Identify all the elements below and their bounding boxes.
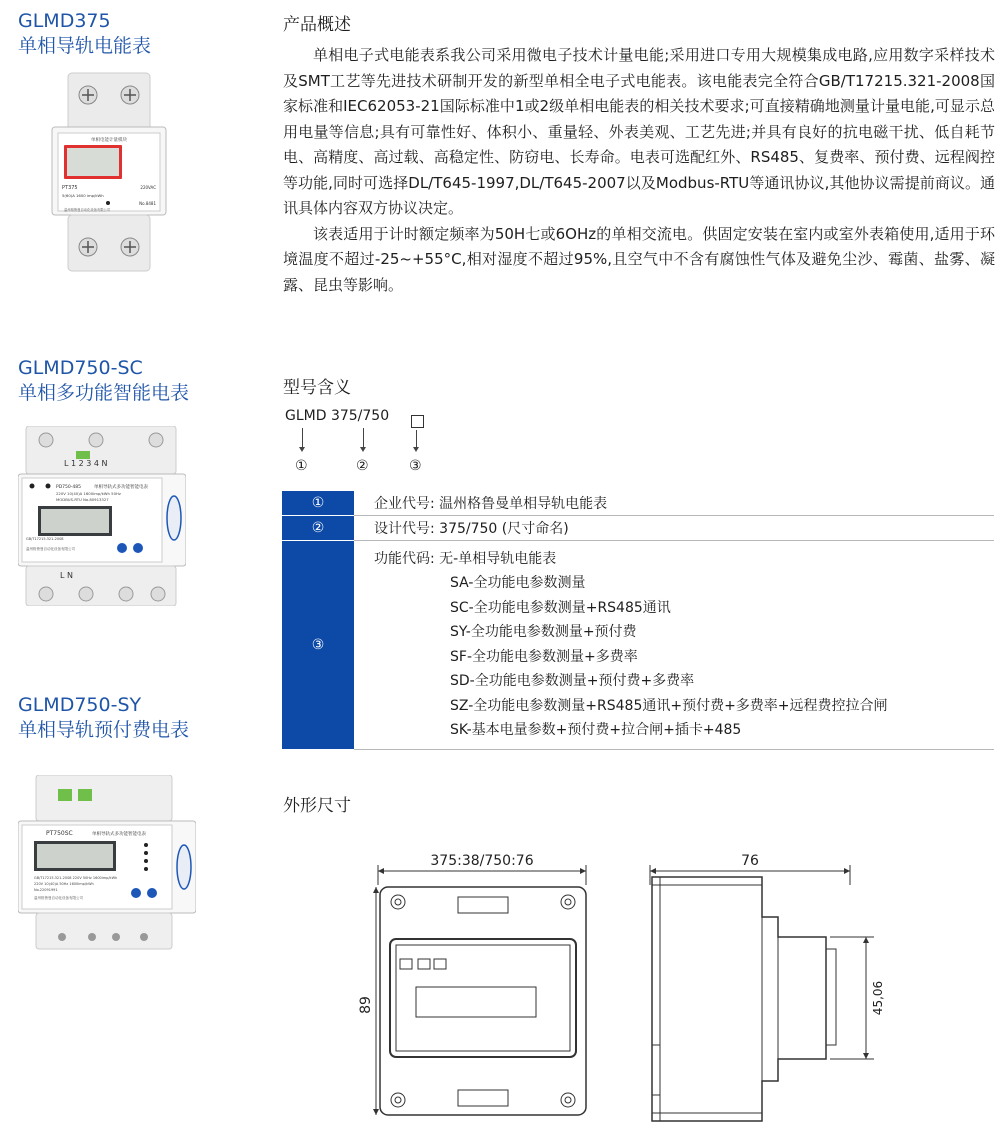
overview-title: 产品概述: [283, 15, 351, 35]
product-2-title: [18, 356, 189, 406]
product-1-maker: 温州格鲁曼自动化设备有限公司: [64, 208, 111, 212]
product-3-spec2: 220V 10(40)A 50Hz 1600imp/kWh: [34, 882, 94, 886]
fn-item: SZ-全功能电参数测量+RS485通讯+预付费+多费率+远程费控拉合闸: [450, 697, 888, 714]
product-2-std: GB/T17215.321-2008: [26, 537, 64, 541]
arrowhead-1: [299, 447, 305, 452]
side-height-label: 45,06: [871, 980, 885, 1016]
product-3-spec: GB/T17215.321-2008 220V 50Hz 1600imp/kWh: [34, 876, 118, 880]
dimensions-title: 外形尺寸: [283, 796, 351, 816]
fn-label: 功能代码: 无-单相导轨电能表: [374, 550, 557, 567]
front-width-label: 375:38/750:76: [430, 853, 534, 869]
marker-2: ②: [356, 458, 369, 474]
row-key-1: ①: [282, 491, 354, 515]
product-1-image: [50, 65, 168, 275]
product-1-no: No.8481: [139, 201, 156, 206]
product-2-terminals: L 1 2 3 4 N: [64, 459, 108, 468]
overview-paragraph-1: 单相电子式电能表系我公司采用微电子技术计量电能;采用进口专用大规模集成电路,应用数字采样技术及SMT工艺等先进技术研制开发的新型单相全电子式电能表。该电能表完全符合GB/T17215.321-2008国家标准和IEC62053-21国际标准中1或2级单相电能表的相关技术要求;可直接精确地测量计量电能,可显示总用电量等信息;具有可靠性好、体积小、重量轻、外表美观、工艺先进;并具有良好的抗电磁干扰、低自耗节电、高精度、高过载、高稳定性、防窃电、长寿命。电表可选配红外、RS485、复费率、预付费、远程阀控等功能,同时可选择DL/T645-1997,DL/T645-2007以及Modbus-RTU等通讯协议,其他协议需提前商议。通讯具体内容双方协议决定。: [283, 46, 995, 217]
front-view-drawing: [350, 845, 600, 1125]
fn-item: SF-全功能电参数测量+多费率: [450, 648, 638, 665]
side-width-label: 76: [741, 853, 759, 869]
product-2-proto: MODBUS-RTU No.80913327: [56, 497, 109, 502]
product-2-name: 单相多功能智能电表: [18, 382, 190, 404]
side-view-drawing: [630, 845, 890, 1125]
product-3-maker: 温州格鲁曼自动化设备有限公司: [34, 896, 83, 900]
row-value-1: 企业代号: 温州格鲁曼单相导轨电能表: [354, 491, 994, 515]
product-1-title: [18, 9, 151, 59]
row-key-3: ③: [282, 540, 354, 749]
product-3-title: [18, 693, 189, 743]
product-3-dev-title: 单相导轨式多功能智能电表: [92, 832, 146, 837]
product-1-spec: 220VAC: [140, 185, 156, 190]
model-meaning-table: [282, 491, 994, 750]
product-2-code: GLMD750-SC: [18, 357, 143, 379]
arrow-3: [416, 430, 417, 448]
model-code-box: [411, 415, 424, 428]
product-2-dev-title: 单相导轨式多功能智能电表: [94, 485, 148, 490]
row-key-2: ②: [282, 515, 354, 540]
product-3-image: [18, 775, 196, 953]
table-row: [282, 491, 994, 515]
model-code: GLMD 375/750: [285, 408, 390, 424]
product-2-spec: 220V 10(40)A 1600imp/kWh 50Hz: [56, 491, 121, 496]
product-2-image: [18, 426, 186, 606]
product-3-no: No.22091991: [34, 888, 58, 892]
fn-item: SY-全功能电参数测量+预付费: [450, 624, 637, 640]
fn-item: SK-基本电量参数+预付费+拉合闸+插卡+485: [450, 722, 742, 738]
product-1-model: PT375: [62, 185, 78, 191]
product-2-maker: 温州格鲁曼自动化设备有限公司: [26, 547, 75, 551]
product-1-spec2: 5(60)A 1600 imp/kWh: [62, 193, 104, 198]
row-value-3: [354, 540, 994, 749]
fn-item: SD-全功能电参数测量+预付费+多费率: [450, 673, 695, 689]
arrowhead-2: [360, 447, 366, 452]
table-row: [282, 540, 994, 749]
product-1-name: 单相导轨电能表: [18, 35, 152, 57]
arrow-2: [363, 428, 364, 448]
product-3-code: GLMD750-SY: [18, 694, 142, 716]
fn-item: SA-全功能电参数测量: [450, 575, 586, 591]
overview-paragraph-2: 该表适用于计时额定频率为50H七或6OHz的单相交流电。供固定安装在室内或室外表箱使用,适用于环境温度不超过-25~+55°C,相对湿度不超过95%,且空气中不含有腐蚀性气体及避免尘沙、霉菌、盐雾、凝露、昆虫等影响。: [283, 224, 995, 294]
product-1-top-label: 单相电能计量模块: [91, 138, 127, 143]
marker-1: ①: [295, 458, 308, 474]
product-3-model: PT750SC: [46, 830, 73, 837]
table-row: [282, 515, 994, 540]
model-meaning-title: 型号含义: [283, 378, 351, 398]
product-3-name: 单相导轨预付费电表: [18, 719, 190, 741]
fn-item: SC-全功能电参数测量+RS485通讯: [450, 599, 671, 616]
row-value-2: 设计代号: 375/750 (尺寸命名): [354, 515, 994, 540]
product-1-code: GLMD375: [18, 10, 111, 32]
marker-3: ③: [409, 458, 422, 474]
product-2-model: PD750-485: [56, 485, 81, 490]
product-2-bottom: L N: [60, 571, 73, 580]
overview-text: [283, 43, 995, 298]
arrow-1: [302, 428, 303, 448]
front-height-label: 89: [358, 996, 374, 1014]
arrowhead-3: [413, 447, 419, 452]
